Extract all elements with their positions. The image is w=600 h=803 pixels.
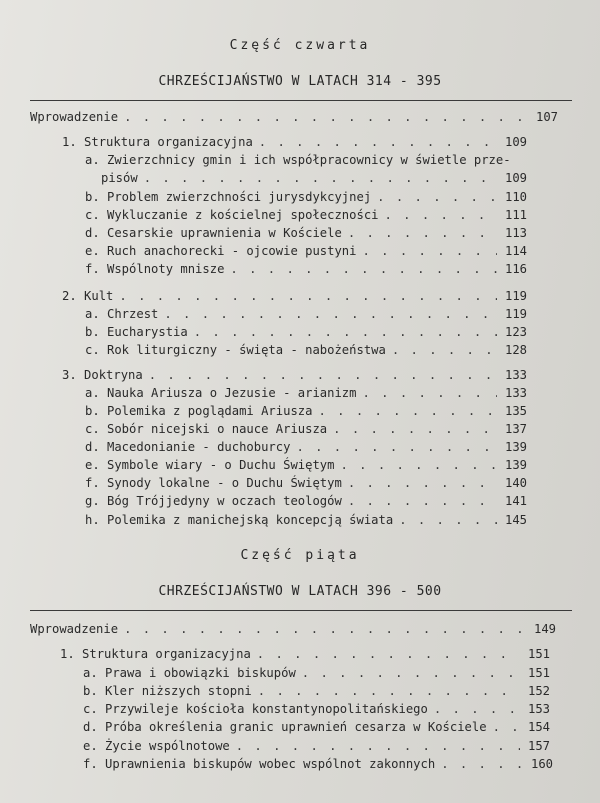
toc-entry-part5-s1d: d. Próba określenia granic uprawnień cesarza w Kościele . . . 154 <box>83 718 550 736</box>
toc-entry-part4-s2: 2. Kult . . . 119 <box>62 287 527 305</box>
toc-entry-part4-intro: Wprowadzenie . . . 107 <box>30 108 558 126</box>
toc-entry-part5-s1a: a. Prawa i obowiązki biskupów . . . 151 <box>83 664 550 682</box>
toc-entry-part4-s3e: e. Symbole wiary - o Duchu Świętym . . . 139 <box>85 456 527 474</box>
toc-entry-part4-s1e: e. Ruch anachorecki - ojcowie pustyni . . . 114 <box>85 242 527 260</box>
toc-entry-part5-s1b: b. Kler niższych stopni . . . 152 <box>83 682 550 700</box>
toc-entry-part4-s3h: h. Polemika z manichejską koncepcją świata . . . 145 <box>85 511 527 529</box>
toc-entry-part4-s3g: g. Bóg Trójjedyny w oczach teologów . . . 141 <box>85 492 527 510</box>
toc-entry-part5-s1e: e. Życie wspólnotowe . . . 157 <box>83 737 550 755</box>
toc-entry-part4-s1b: b. Problem zwierzchności jurysdykcyjnej . . . 110 <box>85 188 527 206</box>
part5-title: CHRZEŚCIJAŃSTWO W LATACH 396 - 500 <box>158 584 442 599</box>
toc-entry-part4-s3c: c. Sobór nicejski o nauce Ariusza . . . 137 <box>85 420 527 438</box>
toc-entry-part4-s3b: b. Polemika z poglądami Ariusza . . . 135 <box>85 402 527 420</box>
toc-entry-part4-s1d: d. Cesarskie uprawnienia w Kościele . . . 113 <box>85 224 527 242</box>
toc-entry-part4-s1a-line1: a. Zwierzchnicy gmin i ich współpracownicy w świetle prze- <box>85 153 511 167</box>
toc-entry-part4-s2a: a. Chrzest . . . 119 <box>85 305 527 323</box>
toc-entry-part4-s2c: c. Rok liturgiczny - święta - nabożeństwa . . . 128 <box>85 341 527 359</box>
part4-label: Część czwarta <box>229 38 371 53</box>
part4-rule <box>30 100 572 101</box>
toc-entry-part5-s1f: f. Uprawnienia biskupów wobec wspólnot zakonnych . . . 160 <box>83 755 553 773</box>
toc-entry-part4-s3: 3. Doktryna . . . 133 <box>62 366 527 384</box>
toc-entry-part4-s2b: b. Eucharystia . . . 123 <box>85 323 527 341</box>
toc-entry-part4-s1c: c. Wykluczanie z kościelnej społeczności . . . 111 <box>85 206 527 224</box>
toc-entry-part5-s1c: c. Przywileje kościoła konstantynopolitańskiego . . . 153 <box>83 700 550 718</box>
toc-entry-part5-s1: 1. Struktura organizacyjna . . . 151 <box>60 645 550 663</box>
toc-entry-part4-s1: 1. Struktura organizacyjna . . . 109 <box>62 133 527 151</box>
toc-entry-part4-s3a: a. Nauka Ariusza o Jezusie - arianizm . . . 133 <box>85 384 527 402</box>
toc-entry-part5-intro: Wprowadzenie . . . 149 <box>30 620 556 638</box>
toc-entry-part4-s3f: f. Synody lokalne - o Duchu Świętym . . . 140 <box>85 474 527 492</box>
toc-entry-part4-s1f: f. Wspólnoty mnisze . . . 116 <box>85 260 527 278</box>
part5-rule <box>30 610 572 611</box>
toc-entry-part4-s1a: pisów . . . 109 <box>101 169 527 187</box>
part4-title: CHRZEŚCIJAŃSTWO W LATACH 314 - 395 <box>158 74 442 89</box>
part5-label: Część piąta <box>240 548 360 563</box>
toc-entry-part4-s3d: d. Macedonianie - duchoburcy . . . 139 <box>85 438 527 456</box>
